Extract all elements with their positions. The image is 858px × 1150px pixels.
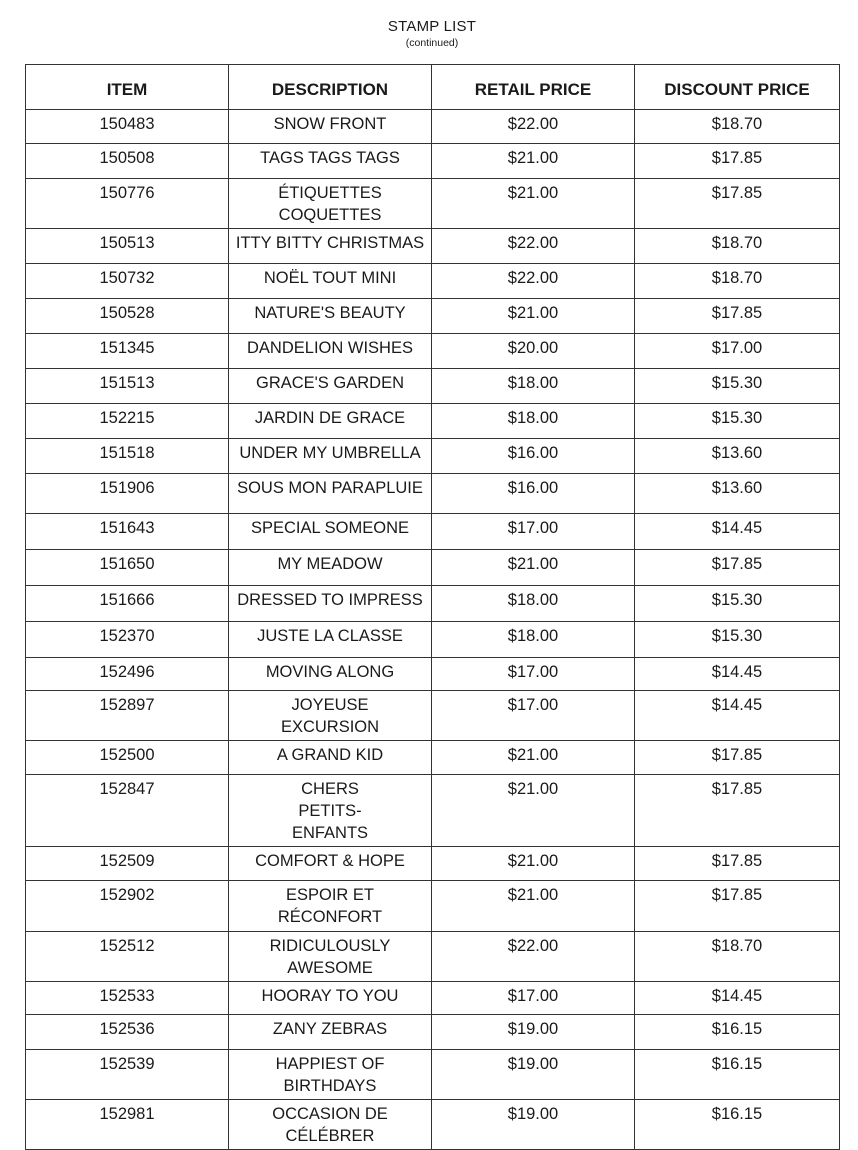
item-number-cell: 152847 <box>26 775 229 847</box>
discount-price-cell: $14.45 <box>635 514 840 550</box>
discount-price-cell: $18.70 <box>635 110 840 144</box>
description-cell: DRESSED TO IMPRESS <box>229 586 432 622</box>
discount-price-cell: $17.85 <box>635 179 840 229</box>
discount-price-cell: $17.00 <box>635 334 840 369</box>
description-cell: SPECIAL SOMEONE <box>229 514 432 550</box>
table-row <box>26 439 840 474</box>
item-number-cell: 152370 <box>26 622 229 658</box>
retail-price-cell: $21.00 <box>432 775 635 847</box>
retail-price-cell: $17.00 <box>432 691 635 741</box>
table-row <box>26 658 840 691</box>
item-number-cell: 150528 <box>26 299 229 334</box>
description-cell: CHERS PETITS-ENFANTS <box>229 775 432 847</box>
retail-price-cell: $22.00 <box>432 229 635 264</box>
description-cell: JOYEUSE EXCURSION <box>229 691 432 741</box>
table-row <box>26 404 840 439</box>
retail-price-cell: $21.00 <box>432 144 635 179</box>
retail-price-cell: $19.00 <box>432 1015 635 1050</box>
description-cell: JARDIN DE GRACE <box>229 404 432 439</box>
description-cell: NOËL TOUT MINI <box>229 264 432 299</box>
retail-price-cell: $21.00 <box>432 550 635 586</box>
item-number-cell: 152533 <box>26 982 229 1015</box>
description-cell: NATURE'S BEAUTY <box>229 299 432 334</box>
page-subtitle: (continued) <box>405 37 459 49</box>
table-row <box>26 514 840 550</box>
table-row <box>26 1100 840 1150</box>
discount-price-cell: $15.30 <box>635 369 840 404</box>
table-header <box>26 65 840 110</box>
item-number-cell: 152509 <box>26 847 229 881</box>
item-number-cell: 150513 <box>26 229 229 264</box>
retail-price-cell: $21.00 <box>432 847 635 881</box>
item-number-cell: 151643 <box>26 514 229 550</box>
retail-price-cell: $21.00 <box>432 881 635 932</box>
retail-price-cell: $20.00 <box>432 334 635 369</box>
table-row <box>26 144 840 179</box>
column-header-retail-price: RETAIL PRICE <box>432 65 635 110</box>
item-number-cell: 152897 <box>26 691 229 741</box>
discount-price-cell: $16.15 <box>635 1100 840 1150</box>
retail-price-cell: $22.00 <box>432 110 635 144</box>
discount-price-cell: $14.45 <box>635 658 840 691</box>
table-row <box>26 369 840 404</box>
discount-price-cell: $16.15 <box>635 1050 840 1100</box>
description-cell: MOVING ALONG <box>229 658 432 691</box>
table-row <box>26 881 840 932</box>
description-cell: OCCASION DE CÉLÉBRER <box>229 1100 432 1150</box>
page-title: STAMP LIST <box>387 18 477 35</box>
item-number-cell: 150776 <box>26 179 229 229</box>
description-cell: A GRAND KID <box>229 741 432 775</box>
table-row <box>26 474 840 514</box>
discount-price-cell: $13.60 <box>635 439 840 474</box>
item-number-cell: 151345 <box>26 334 229 369</box>
table-row <box>26 775 840 847</box>
item-number-cell: 150483 <box>26 110 229 144</box>
table-row <box>26 932 840 982</box>
item-number-cell: 152539 <box>26 1050 229 1100</box>
item-number-cell: 151650 <box>26 550 229 586</box>
retail-price-cell: $17.00 <box>432 982 635 1015</box>
retail-price-cell: $18.00 <box>432 369 635 404</box>
table-row <box>26 229 840 264</box>
item-number-cell: 152215 <box>26 404 229 439</box>
item-number-cell: 152902 <box>26 881 229 932</box>
item-number-cell: 151518 <box>26 439 229 474</box>
discount-price-cell: $15.30 <box>635 586 840 622</box>
retail-price-cell: $22.00 <box>432 264 635 299</box>
description-cell: SOUS MON PARAPLUIE <box>229 474 432 514</box>
column-header-description: DESCRIPTION <box>229 65 432 110</box>
discount-price-cell: $15.30 <box>635 404 840 439</box>
table-row <box>26 550 840 586</box>
description-cell: ÉTIQUETTES COQUETTES <box>229 179 432 229</box>
retail-price-cell: $18.00 <box>432 622 635 658</box>
table-row <box>26 741 840 775</box>
description-cell: MY MEADOW <box>229 550 432 586</box>
item-number-cell: 150508 <box>26 144 229 179</box>
retail-price-cell: $22.00 <box>432 932 635 982</box>
table-row <box>26 334 840 369</box>
discount-price-cell: $17.85 <box>635 741 840 775</box>
discount-price-cell: $17.85 <box>635 847 840 881</box>
table-row <box>26 179 840 229</box>
description-cell: ITTY BITTY CHRISTMAS <box>229 229 432 264</box>
retail-price-cell: $21.00 <box>432 741 635 775</box>
retail-price-cell: $18.00 <box>432 586 635 622</box>
description-cell: TAGS TAGS TAGS <box>229 144 432 179</box>
discount-price-cell: $13.60 <box>635 474 840 514</box>
item-number-cell: 151666 <box>26 586 229 622</box>
retail-price-cell: $17.00 <box>432 514 635 550</box>
table-row <box>26 982 840 1015</box>
discount-price-cell: $17.85 <box>635 144 840 179</box>
table-row <box>26 622 840 658</box>
description-cell: RIDICULOUSLY AWESOME <box>229 932 432 982</box>
discount-price-cell: $17.85 <box>635 550 840 586</box>
table-body <box>26 110 840 1150</box>
item-number-cell: 152512 <box>26 932 229 982</box>
description-cell: GRACE'S GARDEN <box>229 369 432 404</box>
description-cell: UNDER MY UMBRELLA <box>229 439 432 474</box>
discount-price-cell: $14.45 <box>635 982 840 1015</box>
table-row <box>26 586 840 622</box>
discount-price-cell: $18.70 <box>635 932 840 982</box>
table-row <box>26 110 840 144</box>
discount-price-cell: $17.85 <box>635 881 840 932</box>
description-cell: JUSTE LA CLASSE <box>229 622 432 658</box>
description-cell: HOORAY TO YOU <box>229 982 432 1015</box>
description-cell: ZANY ZEBRAS <box>229 1015 432 1050</box>
discount-price-cell: $17.85 <box>635 775 840 847</box>
item-number-cell: 152536 <box>26 1015 229 1050</box>
table-row <box>26 1050 840 1100</box>
table-row <box>26 1015 840 1050</box>
item-number-cell: 152496 <box>26 658 229 691</box>
item-number-cell: 151906 <box>26 474 229 514</box>
discount-price-cell: $17.85 <box>635 299 840 334</box>
retail-price-cell: $19.00 <box>432 1100 635 1150</box>
description-cell: COMFORT & HOPE <box>229 847 432 881</box>
description-cell: DANDELION WISHES <box>229 334 432 369</box>
table-row <box>26 264 840 299</box>
item-number-cell: 150732 <box>26 264 229 299</box>
retail-price-cell: $16.00 <box>432 474 635 514</box>
header-row <box>26 65 840 110</box>
discount-price-cell: $18.70 <box>635 229 840 264</box>
item-number-cell: 151513 <box>26 369 229 404</box>
stamp-list-table <box>25 64 840 1150</box>
column-header-item: ITEM <box>26 65 229 110</box>
discount-price-cell: $18.70 <box>635 264 840 299</box>
item-number-cell: 152500 <box>26 741 229 775</box>
retail-price-cell: $19.00 <box>432 1050 635 1100</box>
retail-price-cell: $16.00 <box>432 439 635 474</box>
description-cell: ESPOIR ET RÉCONFORT <box>229 881 432 932</box>
discount-price-cell: $16.15 <box>635 1015 840 1050</box>
table-row <box>26 691 840 741</box>
retail-price-cell: $21.00 <box>432 179 635 229</box>
retail-price-cell: $17.00 <box>432 658 635 691</box>
discount-price-cell: $14.45 <box>635 691 840 741</box>
item-number-cell: 152981 <box>26 1100 229 1150</box>
table-row <box>26 299 840 334</box>
retail-price-cell: $18.00 <box>432 404 635 439</box>
table-row <box>26 847 840 881</box>
description-cell: SNOW FRONT <box>229 110 432 144</box>
description-cell: HAPPIEST OF BIRTHDAYS <box>229 1050 432 1100</box>
column-header-discount-price: DISCOUNT PRICE <box>635 65 840 110</box>
discount-price-cell: $15.30 <box>635 622 840 658</box>
retail-price-cell: $21.00 <box>432 299 635 334</box>
